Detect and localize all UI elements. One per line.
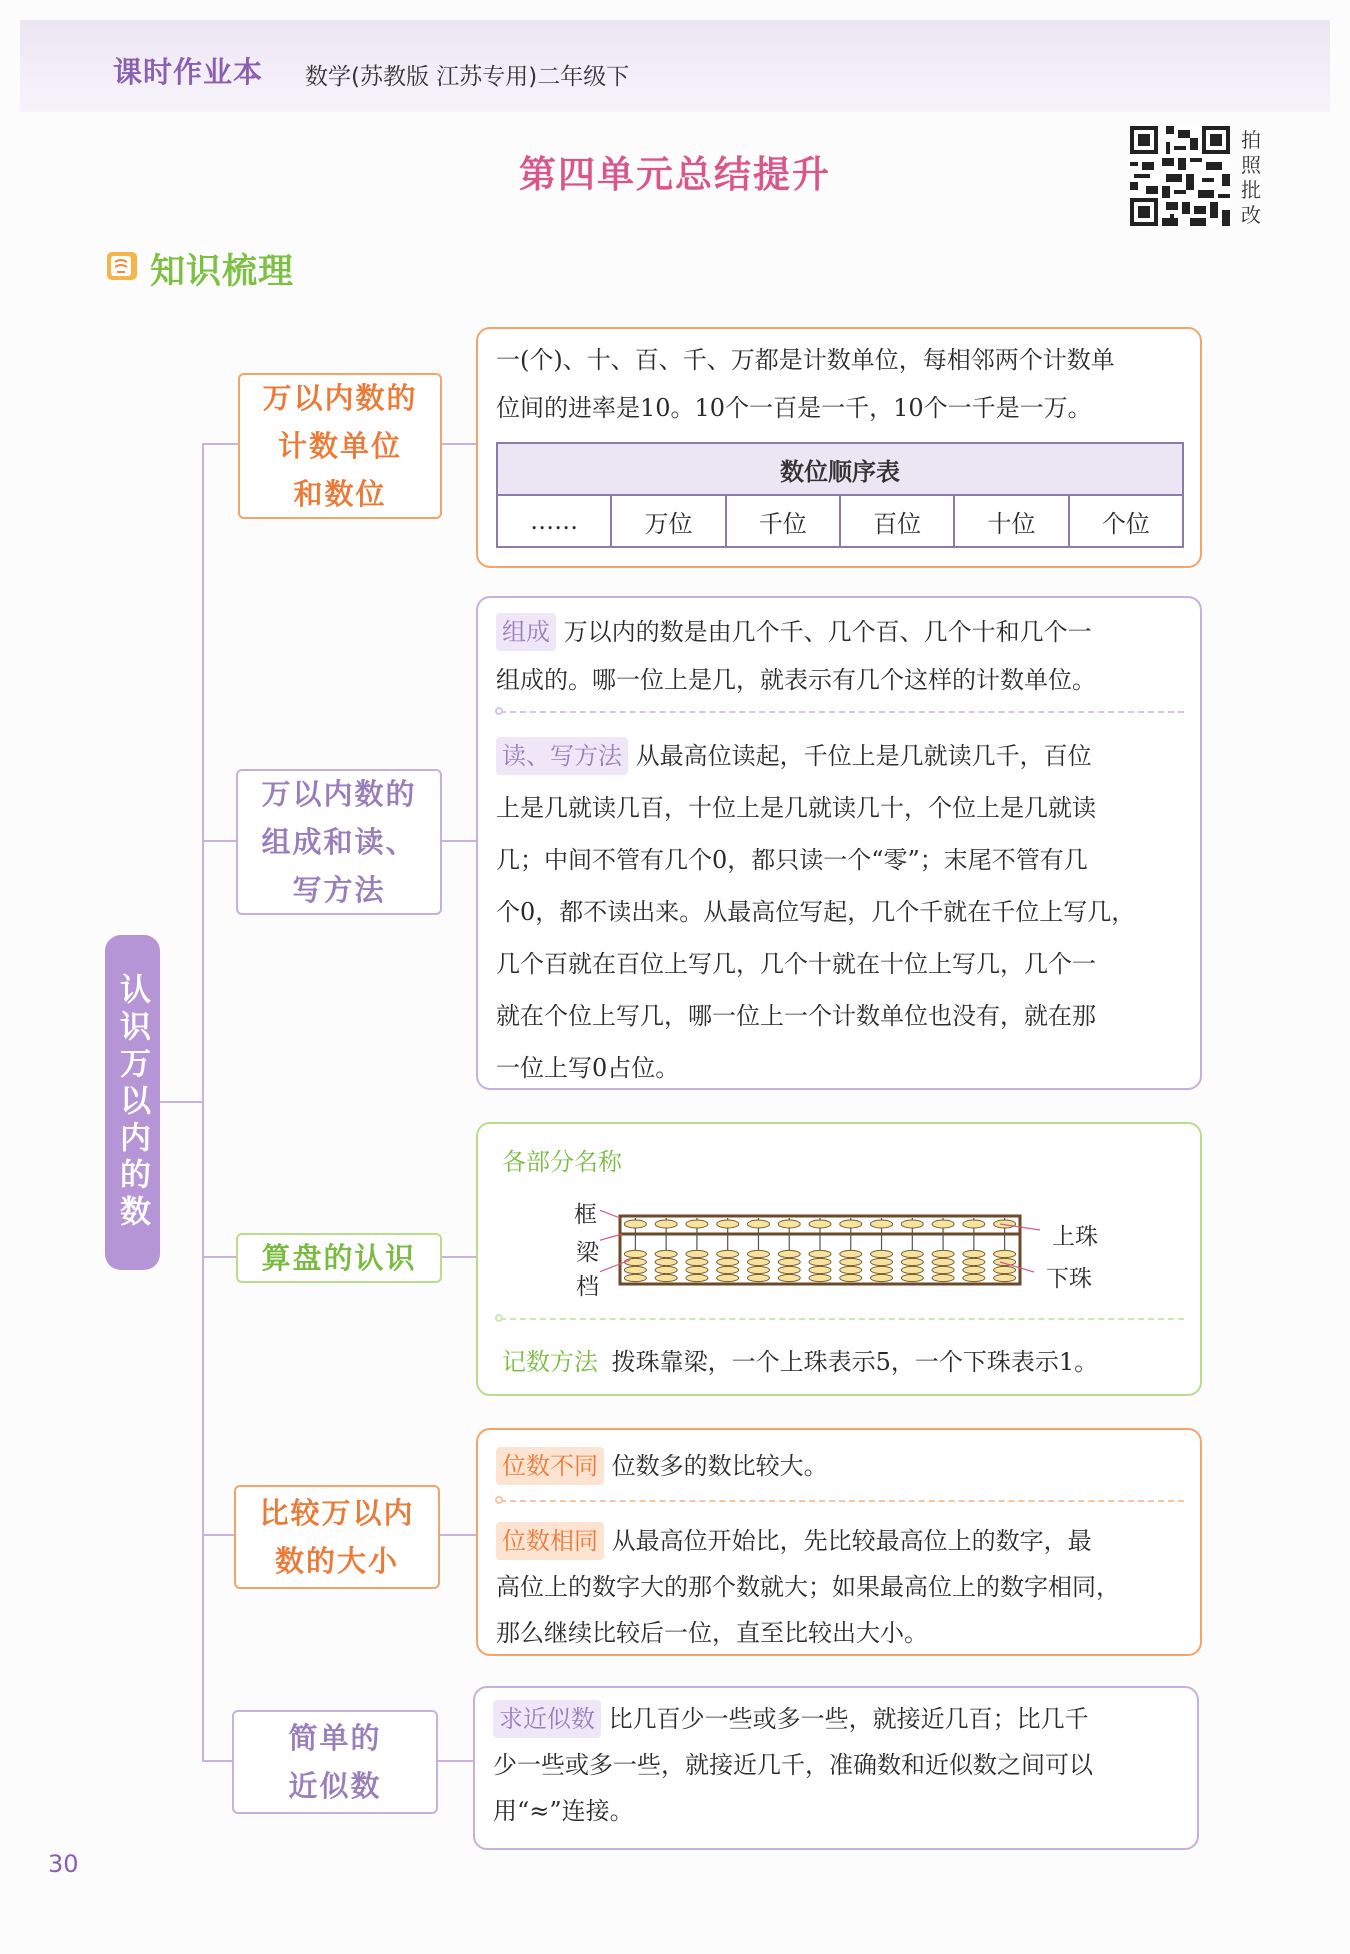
node-line: 简单的	[288, 1721, 382, 1755]
abacus-lower-bead	[932, 1266, 954, 1273]
qr-label	[1238, 128, 1264, 228]
abacus-lower-bead	[963, 1250, 985, 1257]
node-line: 算盘的认识	[261, 1241, 417, 1275]
abacus-lower-bead	[747, 1258, 769, 1265]
table-cell: 百位	[840, 495, 954, 547]
node-line: 近似数	[288, 1769, 382, 1803]
abacus-lower-bead	[994, 1266, 1016, 1273]
table-cell: 千位	[726, 495, 840, 547]
abacus-lower-bead	[747, 1250, 769, 1257]
divider-dot	[495, 1314, 503, 1322]
qr-code-icon[interactable]	[1130, 126, 1230, 226]
node-compare	[234, 1485, 440, 1589]
table-cell: ……	[497, 495, 611, 547]
node-box-connector	[440, 840, 476, 842]
abacus-lower-bead	[624, 1258, 646, 1265]
abacus-label-rod: 档	[576, 1274, 599, 1300]
abacus-lower-bead	[717, 1258, 739, 1265]
abacus-lower-bead	[994, 1250, 1016, 1257]
abacus-diagram	[600, 1210, 1040, 1300]
abacus-lower-bead	[717, 1266, 739, 1273]
abacus-lower-bead	[840, 1274, 862, 1281]
node-line: 数的大小	[274, 1544, 399, 1578]
abacus-lower-bead	[901, 1250, 923, 1257]
text-line: 那么继续比较后一位，直至比较出大小。	[496, 1619, 928, 1647]
abacus-lower-bead	[655, 1274, 677, 1281]
abacus-lower-bead	[655, 1266, 677, 1273]
abacus-lower-bead	[624, 1274, 646, 1281]
node-line: 组成和读、	[261, 825, 417, 859]
divider	[500, 1500, 1184, 1502]
text-line: 一(个)、十、百、千、万都是计数单位，每相邻两个计数单	[496, 346, 1115, 374]
page-number: 30	[48, 1850, 79, 1878]
tag-digits-same: 位数相同	[496, 1522, 604, 1560]
abacus-lower-bead	[747, 1266, 769, 1273]
abacus-lower-bead	[686, 1274, 708, 1281]
text-line: 位数多的数比较大。	[611, 1452, 828, 1480]
tag-abacus-method: 记数方法	[502, 1348, 598, 1376]
abacus-lower-bead	[809, 1266, 831, 1273]
node-approx	[232, 1710, 438, 1814]
divider	[500, 711, 1184, 713]
book-icon	[105, 248, 141, 284]
text-line: 万以内的数是由几个千、几个百、几个十和几个一	[563, 618, 1092, 646]
tree-branch-connector	[202, 1534, 234, 1536]
text-line: 从最高位读起，千位上是几就读几千，百位	[635, 742, 1092, 770]
tree-branch-connector	[202, 443, 238, 445]
qr-label-char: 拍	[1241, 128, 1261, 152]
abacus-lower-bead	[686, 1266, 708, 1273]
node-compose-read-write	[236, 769, 442, 915]
abacus-lower-bead	[963, 1274, 985, 1281]
tag-abacus-parts: 各部分名称	[502, 1148, 622, 1176]
abacus-lower-bead	[871, 1250, 893, 1257]
qr-label-char: 改	[1241, 203, 1261, 227]
abacus-lower-bead	[778, 1266, 800, 1273]
abacus-lower-bead	[624, 1250, 646, 1257]
node-box-connector	[440, 1534, 476, 1536]
abacus-upper-bead	[840, 1220, 862, 1228]
node-line: 写方法	[292, 873, 386, 907]
abacus-lower-bead	[840, 1266, 862, 1273]
abacus-upper-bead	[932, 1220, 954, 1228]
abacus-upper-bead	[809, 1220, 831, 1228]
abacus-upper-bead	[871, 1220, 893, 1228]
abacus-lower-bead	[871, 1266, 893, 1273]
divider	[500, 1318, 1184, 1320]
abacus-lower-bead	[963, 1258, 985, 1265]
compare-text-1	[496, 1442, 1186, 1490]
abacus-upper-bead	[994, 1220, 1016, 1228]
text-line: 少一些或多一些，就接近几千，准确数和近似数之间可以	[493, 1751, 1093, 1779]
abacus-upper-bead	[963, 1220, 985, 1228]
abacus-upper-bead	[747, 1220, 769, 1228]
abacus-lower-bead	[655, 1250, 677, 1257]
divider-dot	[495, 707, 503, 715]
node-line: 计数单位	[277, 429, 402, 463]
abacus-upper-bead	[778, 1220, 800, 1228]
approx-text	[493, 1696, 1183, 1834]
abacus-lower-bead	[901, 1258, 923, 1265]
node-box-connector	[437, 1760, 473, 1762]
place-value-table-title: 数位顺序表	[497, 443, 1183, 495]
abacus-upper-bead	[717, 1220, 739, 1228]
abacus-upper-bead	[686, 1220, 708, 1228]
node-box-connector	[440, 1256, 476, 1258]
abacus-lower-bead	[624, 1266, 646, 1273]
text-line: 比几百少一些或多一些，就接近几百；比几千	[608, 1705, 1089, 1733]
abacus-lower-bead	[747, 1274, 769, 1281]
read-write-text	[496, 730, 1186, 1094]
abacus-lower-bead	[778, 1274, 800, 1281]
abacus-lower-bead	[655, 1258, 677, 1265]
abacus-upper-bead	[655, 1220, 677, 1228]
text-line: 几个百就在百位上写几，几个十就在十位上写几，几个一	[496, 950, 1096, 978]
tag-digits-different: 位数不同	[496, 1447, 604, 1485]
abacus-label-upper: 上珠	[1052, 1224, 1098, 1250]
tag-compose: 组成	[496, 613, 556, 651]
book-brand: 课时作业本	[113, 55, 264, 89]
place-value-table	[496, 442, 1184, 548]
node-abacus	[236, 1233, 442, 1283]
divider-dot	[495, 1496, 503, 1504]
abacus-lower-bead	[778, 1258, 800, 1265]
compose-text	[496, 608, 1186, 704]
abacus-lower-bead	[840, 1250, 862, 1257]
abacus-lower-bead	[994, 1274, 1016, 1281]
node-line: 比较万以内	[259, 1496, 415, 1530]
text-line: 个0，都不读出来。从最高位写起，几个千就在千位上写几，	[496, 898, 1136, 926]
text-line: 用“≈”连接。	[493, 1797, 634, 1825]
abacus-lower-bead	[932, 1258, 954, 1265]
compare-text-2	[496, 1518, 1186, 1656]
abacus-lower-bead	[840, 1258, 862, 1265]
abacus-lower-bead	[778, 1250, 800, 1257]
text-line: 拨珠靠梁，一个上珠表示5，一个下珠表示1。	[611, 1348, 1099, 1376]
abacus-lower-bead	[871, 1258, 893, 1265]
pointer-frame	[600, 1210, 620, 1218]
node-line: 万以内数的	[262, 381, 418, 415]
abacus-lower-bead	[901, 1266, 923, 1273]
node-counting-units	[238, 373, 442, 519]
qr-label-char: 照	[1241, 153, 1261, 177]
tree-root-connector	[160, 1101, 203, 1103]
text-line: 组成的。哪一位上是几，就表示有几个这样的计数单位。	[496, 666, 1096, 694]
qr-label-char: 批	[1241, 178, 1261, 202]
abacus-lower-bead	[932, 1250, 954, 1257]
root-label: 认识万以内的数	[114, 973, 150, 1232]
abacus-method-text	[496, 1338, 1186, 1386]
text-line: 上是几就读几百，十位上是几就读几十，个位上是几就读	[496, 794, 1096, 822]
text-line: 就在个位上写几，哪一位上一个计数单位也没有，就在那	[496, 1002, 1096, 1030]
abacus-label-lower: 下珠	[1046, 1266, 1092, 1292]
table-cell: 个位	[1069, 495, 1183, 547]
text-line: 从最高位开始比，先比较最高位上的数字，最	[611, 1527, 1092, 1555]
abacus-upper-bead	[624, 1220, 646, 1228]
abacus-lower-bead	[963, 1266, 985, 1273]
abacus-upper-bead	[901, 1220, 923, 1228]
abacus-lower-bead	[686, 1250, 708, 1257]
root-node	[105, 935, 160, 1270]
node-box-connector	[440, 443, 476, 445]
tree-branch-connector	[202, 1256, 236, 1258]
abacus-lower-bead	[871, 1274, 893, 1281]
abacus-lower-bead	[717, 1274, 739, 1281]
abacus-lower-bead	[994, 1258, 1016, 1265]
tree-branch-connector	[202, 1760, 232, 1762]
abacus-label-beam: 梁	[576, 1240, 599, 1266]
abacus-lower-bead	[932, 1274, 954, 1281]
unit-title: 第四单元总结提升	[519, 153, 831, 196]
book-subject: 数学(苏教版 江苏专用)二年级下	[305, 64, 630, 90]
node-line: 和数位	[293, 477, 387, 511]
abacus-label-frame: 框	[574, 1202, 597, 1228]
abacus-lower-bead	[686, 1258, 708, 1265]
abacus-lower-bead	[809, 1258, 831, 1265]
section-title: 知识梳理	[150, 252, 295, 292]
tag-approx: 求近似数	[493, 1700, 601, 1738]
node-line: 万以内数的	[261, 777, 417, 811]
abacus-lower-bead	[901, 1274, 923, 1281]
abacus-parts-heading	[496, 1138, 628, 1186]
abacus-lower-bead	[717, 1250, 739, 1257]
abacus-lower-bead	[809, 1250, 831, 1257]
tree-branch-connector	[202, 840, 236, 842]
text-line: 高位上的数字大的那个数就大；如果最高位上的数字相同，	[496, 1573, 1120, 1601]
table-cell: 万位	[611, 495, 725, 547]
units-text	[496, 336, 1186, 432]
text-line: 一位上写0占位。	[496, 1054, 680, 1082]
table-cell: 十位	[954, 495, 1068, 547]
abacus-lower-bead	[809, 1274, 831, 1281]
text-line: 几；中间不管有几个0，都只读一个“零”；末尾不管有几	[496, 846, 1088, 874]
text-line: 位间的进率是10。10个一百是一千，10个一千是一万。	[496, 394, 1092, 422]
tag-read-write: 读、写方法	[496, 737, 628, 775]
